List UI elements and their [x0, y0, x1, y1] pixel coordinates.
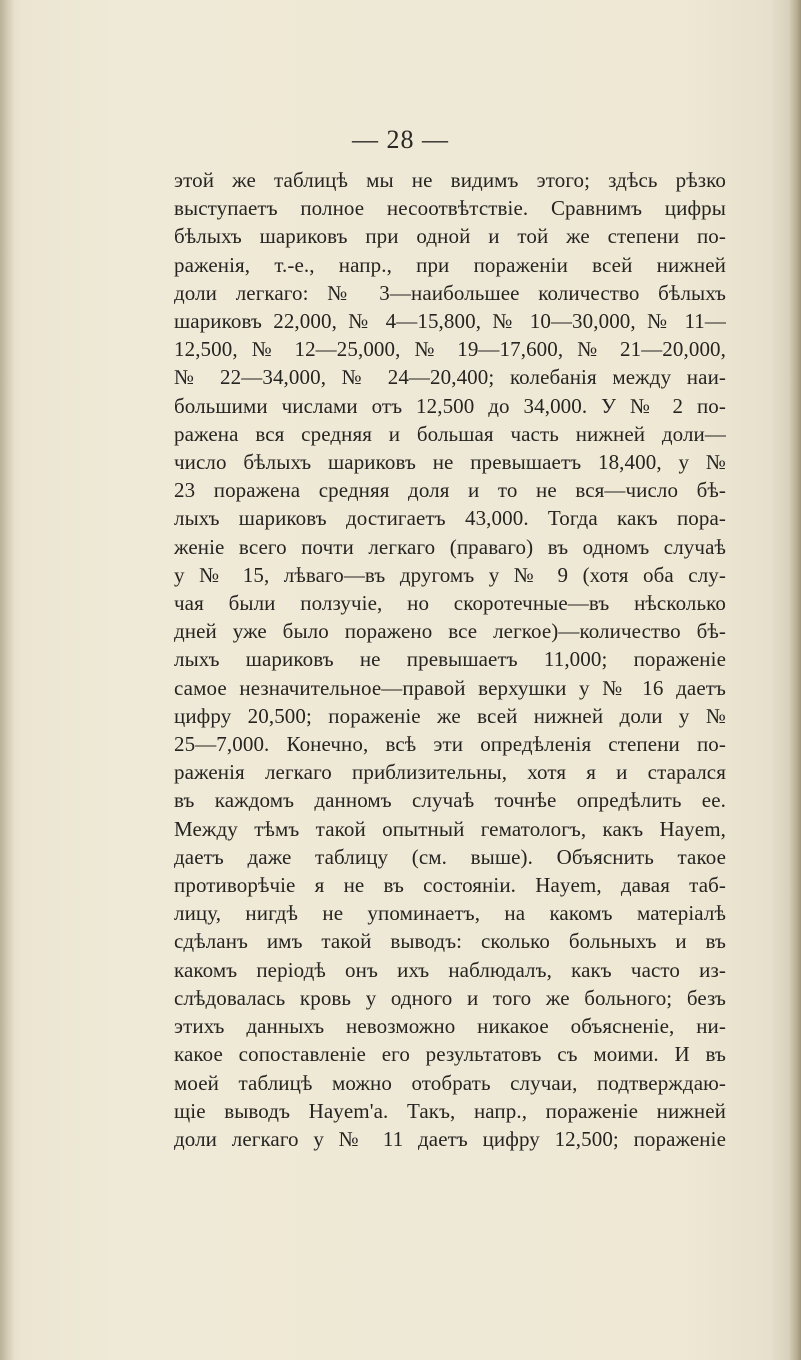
text-line: у № 15, лѣваго—въ другомъ у № 9 (хотя оба слу- — [174, 562, 726, 587]
text-line: большими числами отъ 12,500 до 34,000. У № 2 по- — [174, 393, 726, 418]
text-line: доли легкаго у № 11 даетъ цифру 12,500; пораженіе — [174, 1126, 726, 1151]
text-line: доли легкаго: № 3—наибольшее количество бѣлыхъ — [174, 280, 726, 305]
text-line: 25—7,000. Конечно, всѣ эти опредѣленія степени по- — [174, 732, 726, 757]
text-line: какое сопоставленіе его результатовъ съ моими. И въ — [174, 1042, 726, 1067]
text-line: женіе всего почти легкаго (праваго) въ одномъ случаѣ — [174, 534, 726, 559]
text-line: этой же таблицѣ мы не видимъ этого; здѣсь рѣзко — [174, 168, 726, 192]
text-line: бѣлыхъ шариковъ при одной и той же степени по- — [174, 224, 726, 249]
text-line: сдѣланъ имъ такой выводъ: сколько больныхъ и въ — [174, 929, 726, 954]
text-line: дней уже было поражено все легкое)—количество бѣ- — [174, 619, 726, 644]
page-right-edge-shadow — [789, 0, 801, 1360]
text-line: лыхъ шариковъ достигаетъ 43,000. Тогда какъ пора- — [174, 506, 726, 531]
text-line: шариковъ 22,000, № 4—15,800, № 10—30,000, № 11— — [174, 309, 726, 334]
text-line: чая были ползучіе, но скоротечные—въ нѣсколько — [174, 591, 726, 616]
page-number: — 28 — — [352, 125, 449, 154]
text-line: щіе выводъ Hayem'a. Такъ, напр., пораженіе нижней — [174, 1098, 726, 1123]
text-line: лыхъ шариковъ не превышаетъ 11,000; пораженіе — [174, 647, 726, 672]
text-line: въ каждомъ данномъ случаѣ точнѣе опредѣлить ее. — [174, 788, 726, 813]
text-line: № 22—34,000, № 24—20,400; колебанія между наи- — [174, 365, 726, 390]
text-line: раженія, т.-е., напр., при пораженіи всей нижней — [174, 252, 726, 277]
text-line: 12,500, № 12—25,000, № 19—17,600, № 21—20,000, — [174, 337, 726, 362]
text-line: число бѣлыхъ шариковъ не превышаетъ 18,400, у № — [174, 450, 726, 475]
text-line: ражена вся средняя и большая часть нижней доли— — [174, 421, 726, 446]
text-line: моей таблицѣ можно отобрать случаи, подтверждаю- — [174, 1070, 726, 1095]
text-line: слѣдовалась кровь у одного и того же больного; безъ — [174, 985, 726, 1010]
body-text — [174, 166, 726, 1153]
text-line: 23 поражена средняя доля и то не вся—число бѣ- — [174, 478, 726, 503]
text-line: выступаетъ полное несоотвѣтствіе. Сравнимъ цифры — [174, 196, 726, 221]
text-line: лицу, нигдѣ не упоминаетъ, на какомъ матеріалѣ — [174, 901, 726, 926]
text-line: самое незначительное—правой верхушки у № 16 даетъ — [174, 675, 726, 700]
text-line: цифру 20,500; пораженіе же всей нижней доли у № — [174, 703, 726, 728]
text-line: этихъ данныхъ невозможно никакое объясненіе, ни- — [174, 1014, 726, 1039]
text-line: даетъ даже таблицу (см. выше). Объяснить такое — [174, 844, 726, 869]
text-line: противорѣчіе я не въ состояніи. Hayem, давая таб- — [174, 873, 726, 898]
page-left-edge-shadow — [0, 0, 14, 1360]
text-line: какомъ періодѣ онъ ихъ наблюдалъ, какъ часто из- — [174, 957, 726, 982]
text-line: раженія легкаго приблизительны, хотя я и старался — [174, 760, 726, 785]
text-line: Между тѣмъ такой опытный гематологъ, какъ Hayem, — [174, 816, 726, 841]
